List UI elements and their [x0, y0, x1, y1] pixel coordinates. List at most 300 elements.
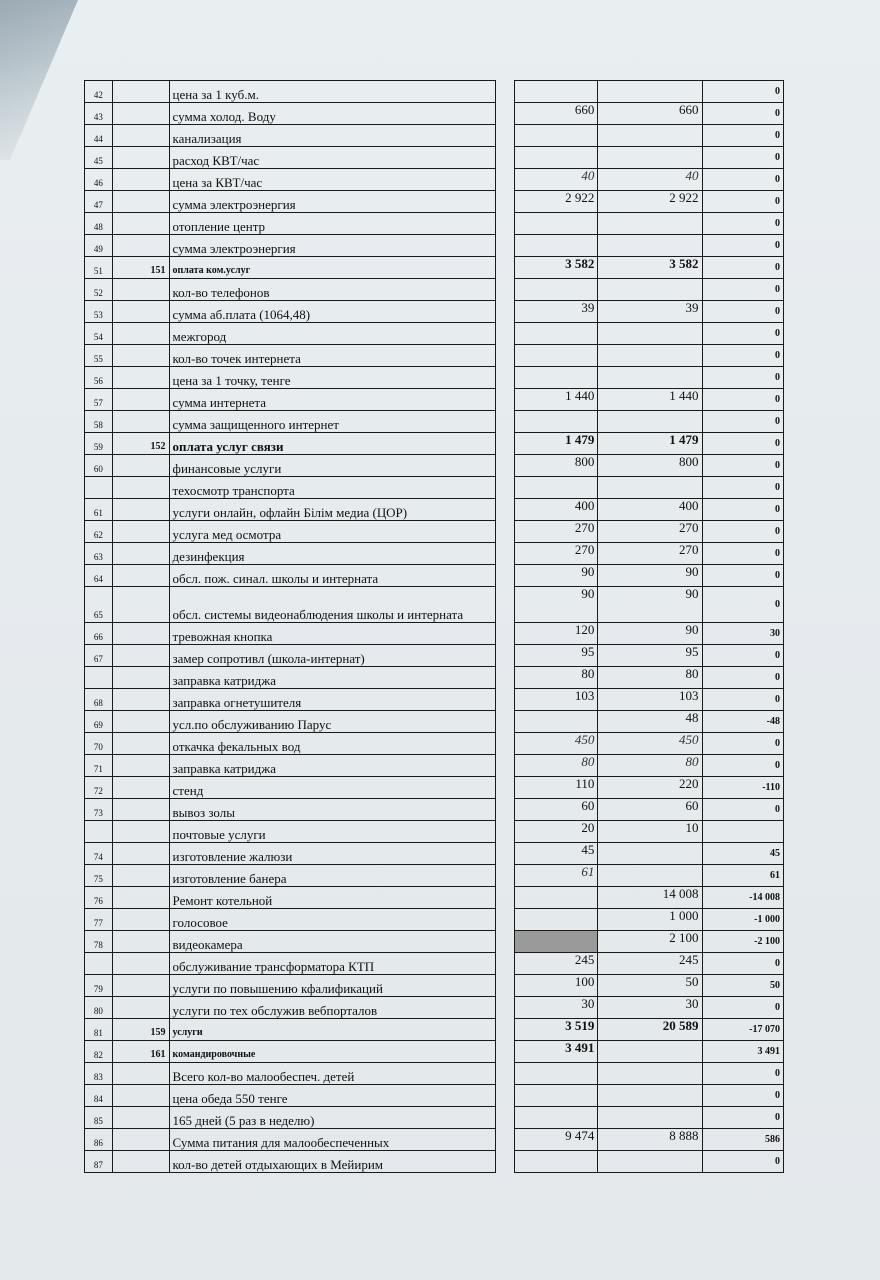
row-code [112, 521, 169, 543]
row-number: 87 [85, 1151, 113, 1173]
row-label: дезинфекция [169, 543, 496, 565]
actual-value [598, 147, 702, 169]
actual-value: 1 479 [598, 433, 702, 455]
row-code [112, 411, 169, 433]
table-row [85, 1041, 784, 1063]
actual-value [598, 411, 702, 433]
actual-value: 50 [598, 975, 702, 997]
plan-value [514, 1107, 598, 1129]
row-label: видеокамера [169, 931, 496, 953]
column-gap [496, 477, 515, 499]
row-code [112, 755, 169, 777]
row-code [112, 887, 169, 909]
row-label: почтовые услуги [169, 821, 496, 843]
row-code [112, 953, 169, 975]
table-row [85, 521, 784, 543]
table-row [85, 1085, 784, 1107]
plan-value [514, 367, 598, 389]
difference-value: 0 [702, 953, 783, 975]
actual-value [598, 345, 702, 367]
row-number: 85 [85, 1107, 113, 1129]
table-row [85, 667, 784, 689]
row-code [112, 1107, 169, 1129]
actual-value: 48 [598, 711, 702, 733]
row-number [85, 667, 113, 689]
row-number: 70 [85, 733, 113, 755]
actual-value: 30 [598, 997, 702, 1019]
table-row [85, 147, 784, 169]
row-label: оплата услуг связи [169, 433, 496, 455]
plan-value [514, 411, 598, 433]
difference-value: 0 [702, 191, 783, 213]
table-row [85, 1019, 784, 1041]
row-label: цена обеда 550 тенге [169, 1085, 496, 1107]
table-row [85, 543, 784, 565]
row-number: 44 [85, 125, 113, 147]
row-label: обсл. пож. синал. школы и интерната [169, 565, 496, 587]
actual-value: 400 [598, 499, 702, 521]
actual-value: 95 [598, 645, 702, 667]
column-gap [496, 777, 515, 799]
actual-value: 1 000 [598, 909, 702, 931]
row-number: 52 [85, 279, 113, 301]
row-label: изготовление банера [169, 865, 496, 887]
difference-value: 0 [702, 565, 783, 587]
actual-value: 245 [598, 953, 702, 975]
column-gap [496, 975, 515, 997]
table-row [85, 125, 784, 147]
row-label: кол-во детей отдыхающих в Мейирим [169, 1151, 496, 1173]
row-number: 73 [85, 799, 113, 821]
actual-value [598, 1041, 702, 1063]
actual-value: 40 [598, 169, 702, 191]
table-row [85, 279, 784, 301]
column-gap [496, 1107, 515, 1129]
difference-value: 0 [702, 301, 783, 323]
plan-value: 3 519 [514, 1019, 598, 1041]
difference-value: 0 [702, 755, 783, 777]
actual-value [598, 1085, 702, 1107]
actual-value [598, 323, 702, 345]
table-row [85, 953, 784, 975]
table-row [85, 257, 784, 279]
difference-value: -14 008 [702, 887, 783, 909]
row-code [112, 191, 169, 213]
row-label: техосмотр транспорта [169, 477, 496, 499]
row-code [112, 843, 169, 865]
row-number: 63 [85, 543, 113, 565]
column-gap [496, 667, 515, 689]
row-code [112, 543, 169, 565]
row-number: 79 [85, 975, 113, 997]
actual-value [598, 1151, 702, 1173]
row-code [112, 1085, 169, 1107]
actual-value: 90 [598, 565, 702, 587]
plan-value [514, 1063, 598, 1085]
column-gap [496, 169, 515, 191]
difference-value: 0 [702, 587, 783, 623]
column-gap [496, 887, 515, 909]
row-code [112, 623, 169, 645]
column-gap [496, 455, 515, 477]
budget-table-body [85, 81, 784, 1173]
row-label: изготовление жалюзи [169, 843, 496, 865]
difference-value: 0 [702, 81, 783, 103]
row-code [112, 323, 169, 345]
difference-value: 50 [702, 975, 783, 997]
plan-value: 40 [514, 169, 598, 191]
plan-value: 90 [514, 587, 598, 623]
row-number: 78 [85, 931, 113, 953]
difference-value: 0 [702, 433, 783, 455]
row-label: заправка огнетушителя [169, 689, 496, 711]
actual-value [598, 1063, 702, 1085]
column-gap [496, 235, 515, 257]
row-label: межгород [169, 323, 496, 345]
plan-value: 245 [514, 953, 598, 975]
plan-value: 3 582 [514, 257, 598, 279]
difference-value: 0 [702, 169, 783, 191]
actual-value: 14 008 [598, 887, 702, 909]
row-number: 67 [85, 645, 113, 667]
row-number [85, 477, 113, 499]
row-code [112, 689, 169, 711]
row-code: 161 [112, 1041, 169, 1063]
column-gap [496, 733, 515, 755]
row-number: 83 [85, 1063, 113, 1085]
difference-value: 0 [702, 345, 783, 367]
column-gap [496, 257, 515, 279]
row-code [112, 147, 169, 169]
actual-value [598, 125, 702, 147]
difference-value: 0 [702, 213, 783, 235]
row-code [112, 103, 169, 125]
actual-value [598, 81, 702, 103]
row-label: обслуживание трансформатора КТП [169, 953, 496, 975]
actual-value [598, 865, 702, 887]
actual-value: 1 440 [598, 389, 702, 411]
actual-value [598, 477, 702, 499]
row-code [112, 213, 169, 235]
difference-value: -17 070 [702, 1019, 783, 1041]
row-number: 57 [85, 389, 113, 411]
table-row [85, 191, 784, 213]
row-label: отопление центр [169, 213, 496, 235]
table-row [85, 887, 784, 909]
actual-value: 39 [598, 301, 702, 323]
plan-value [514, 909, 598, 931]
row-number: 86 [85, 1129, 113, 1151]
column-gap [496, 389, 515, 411]
row-label: Всего кол-во малообеспеч. детей [169, 1063, 496, 1085]
column-gap [496, 865, 515, 887]
actual-value: 660 [598, 103, 702, 125]
row-number: 53 [85, 301, 113, 323]
column-gap [496, 821, 515, 843]
plan-value: 1 440 [514, 389, 598, 411]
plan-value: 61 [514, 865, 598, 887]
row-number: 56 [85, 367, 113, 389]
row-code [112, 777, 169, 799]
difference-value: -1 000 [702, 909, 783, 931]
table-row [85, 799, 784, 821]
plan-value [514, 213, 598, 235]
table-row [85, 777, 784, 799]
plan-value: 45 [514, 843, 598, 865]
table-row [85, 1129, 784, 1151]
table-row [85, 81, 784, 103]
plan-value: 39 [514, 301, 598, 323]
row-code [112, 455, 169, 477]
plan-value: 60 [514, 799, 598, 821]
table-row [85, 755, 784, 777]
table-row [85, 323, 784, 345]
row-label: услуга мед осмотра [169, 521, 496, 543]
difference-value: 0 [702, 667, 783, 689]
difference-value: 0 [702, 521, 783, 543]
row-number: 66 [85, 623, 113, 645]
row-number: 54 [85, 323, 113, 345]
row-code [112, 279, 169, 301]
plan-value: 90 [514, 565, 598, 587]
row-number: 61 [85, 499, 113, 521]
actual-value: 80 [598, 667, 702, 689]
column-gap [496, 279, 515, 301]
row-code [112, 235, 169, 257]
plan-value [514, 279, 598, 301]
row-code [112, 733, 169, 755]
row-number: 49 [85, 235, 113, 257]
difference-value: 0 [702, 543, 783, 565]
column-gap [496, 125, 515, 147]
row-label: кол-во телефонов [169, 279, 496, 301]
table-row [85, 367, 784, 389]
column-gap [496, 755, 515, 777]
difference-value: 0 [702, 367, 783, 389]
row-number: 69 [85, 711, 113, 733]
row-label: услуги по повышению кфалификаций [169, 975, 496, 997]
row-code [112, 499, 169, 521]
row-number: 72 [85, 777, 113, 799]
actual-value: 60 [598, 799, 702, 821]
column-gap [496, 499, 515, 521]
actual-value: 2 100 [598, 931, 702, 953]
actual-value: 8 888 [598, 1129, 702, 1151]
row-number: 77 [85, 909, 113, 931]
table-row [85, 909, 784, 931]
table-row [85, 931, 784, 953]
difference-value: 0 [702, 689, 783, 711]
table-row [85, 711, 784, 733]
row-number: 46 [85, 169, 113, 191]
difference-value: 0 [702, 477, 783, 499]
table-row [85, 345, 784, 367]
column-gap [496, 1129, 515, 1151]
column-gap [496, 1041, 515, 1063]
actual-value: 220 [598, 777, 702, 799]
plan-value: 100 [514, 975, 598, 997]
row-code [112, 81, 169, 103]
difference-value: 0 [702, 455, 783, 477]
column-gap [496, 191, 515, 213]
table-row [85, 645, 784, 667]
row-label: кол-во точек интернета [169, 345, 496, 367]
column-gap [496, 411, 515, 433]
difference-value: 0 [702, 499, 783, 521]
row-code [112, 711, 169, 733]
difference-value: 0 [702, 125, 783, 147]
row-code [112, 667, 169, 689]
row-number: 59 [85, 433, 113, 455]
table-row [85, 689, 784, 711]
actual-value [598, 279, 702, 301]
difference-value: 0 [702, 235, 783, 257]
table-row [85, 1107, 784, 1129]
row-label: откачка фекальных вод [169, 733, 496, 755]
table-row [85, 843, 784, 865]
row-number: 51 [85, 257, 113, 279]
row-number: 68 [85, 689, 113, 711]
row-label: Ремонт котельной [169, 887, 496, 909]
difference-value: -2 100 [702, 931, 783, 953]
difference-value: 61 [702, 865, 783, 887]
plan-value: 660 [514, 103, 598, 125]
column-gap [496, 301, 515, 323]
difference-value: 0 [702, 103, 783, 125]
actual-value: 80 [598, 755, 702, 777]
table-row [85, 433, 784, 455]
row-code: 159 [112, 1019, 169, 1041]
column-gap [496, 367, 515, 389]
difference-value: 3 491 [702, 1041, 783, 1063]
actual-value [598, 1107, 702, 1129]
column-gap [496, 543, 515, 565]
table-row [85, 235, 784, 257]
table-row [85, 103, 784, 125]
row-code [112, 931, 169, 953]
difference-value: 586 [702, 1129, 783, 1151]
table-row [85, 587, 784, 623]
plan-value: 270 [514, 543, 598, 565]
column-gap [496, 565, 515, 587]
plan-value [514, 477, 598, 499]
column-gap [496, 931, 515, 953]
actual-value: 20 589 [598, 1019, 702, 1041]
row-label: цена за 1 точку, тенге [169, 367, 496, 389]
table-row [85, 623, 784, 645]
plan-value: 95 [514, 645, 598, 667]
row-label: сумма интернета [169, 389, 496, 411]
row-code [112, 975, 169, 997]
table-row [85, 499, 784, 521]
row-code [112, 565, 169, 587]
column-gap [496, 323, 515, 345]
row-label: сумма защищенного интернет [169, 411, 496, 433]
plan-value: 270 [514, 521, 598, 543]
plan-value [514, 931, 598, 953]
difference-value: 0 [702, 279, 783, 301]
row-code [112, 125, 169, 147]
row-label: сумма аб.плата (1064,48) [169, 301, 496, 323]
plan-value [514, 147, 598, 169]
table-row [85, 213, 784, 235]
row-label: усл.по обслуживанию Парус [169, 711, 496, 733]
row-number: 75 [85, 865, 113, 887]
row-label: финансовые услуги [169, 455, 496, 477]
plan-value: 1 479 [514, 433, 598, 455]
table-row [85, 865, 784, 887]
difference-value: 0 [702, 1107, 783, 1129]
row-code: 151 [112, 257, 169, 279]
row-number: 64 [85, 565, 113, 587]
column-gap [496, 953, 515, 975]
column-gap [496, 521, 515, 543]
column-gap [496, 1063, 515, 1085]
column-gap [496, 587, 515, 623]
column-gap [496, 81, 515, 103]
plan-value [514, 1085, 598, 1107]
row-label: замер сопротивл (школа-интернат) [169, 645, 496, 667]
column-gap [496, 1019, 515, 1041]
actual-value [598, 235, 702, 257]
plan-value [514, 711, 598, 733]
row-label: расход КВТ/час [169, 147, 496, 169]
row-label: обсл. системы видеонаблюдения школы и интерната [169, 587, 496, 623]
row-label: вывоз золы [169, 799, 496, 821]
plan-value [514, 887, 598, 909]
difference-value: 0 [702, 323, 783, 345]
row-number: 82 [85, 1041, 113, 1063]
budget-table [84, 80, 784, 1173]
row-code [112, 799, 169, 821]
difference-value [702, 821, 783, 843]
row-code: 152 [112, 433, 169, 455]
table-row [85, 169, 784, 191]
row-label: услуги [169, 1019, 496, 1041]
row-code [112, 997, 169, 1019]
row-number: 62 [85, 521, 113, 543]
actual-value: 90 [598, 587, 702, 623]
row-number: 81 [85, 1019, 113, 1041]
table-row [85, 477, 784, 499]
difference-value: 0 [702, 1151, 783, 1173]
row-label: стенд [169, 777, 496, 799]
difference-value: 0 [702, 645, 783, 667]
plan-value [514, 81, 598, 103]
row-number: 84 [85, 1085, 113, 1107]
difference-value: 0 [702, 389, 783, 411]
column-gap [496, 345, 515, 367]
row-label: оплата ком.услуг [169, 257, 496, 279]
row-code [112, 477, 169, 499]
row-code [112, 587, 169, 623]
table-row [85, 1063, 784, 1085]
actual-value [598, 843, 702, 865]
difference-value: 0 [702, 1085, 783, 1107]
plan-value [514, 235, 598, 257]
difference-value: 0 [702, 411, 783, 433]
column-gap [496, 645, 515, 667]
row-code [112, 1063, 169, 1085]
row-label: канализация [169, 125, 496, 147]
row-label: сумма электроэнергия [169, 235, 496, 257]
difference-value: 30 [702, 623, 783, 645]
row-number: 80 [85, 997, 113, 1019]
row-code [112, 1151, 169, 1173]
actual-value: 270 [598, 543, 702, 565]
row-label: 165 дней (5 раз в неделю) [169, 1107, 496, 1129]
row-label: заправка катриджа [169, 667, 496, 689]
